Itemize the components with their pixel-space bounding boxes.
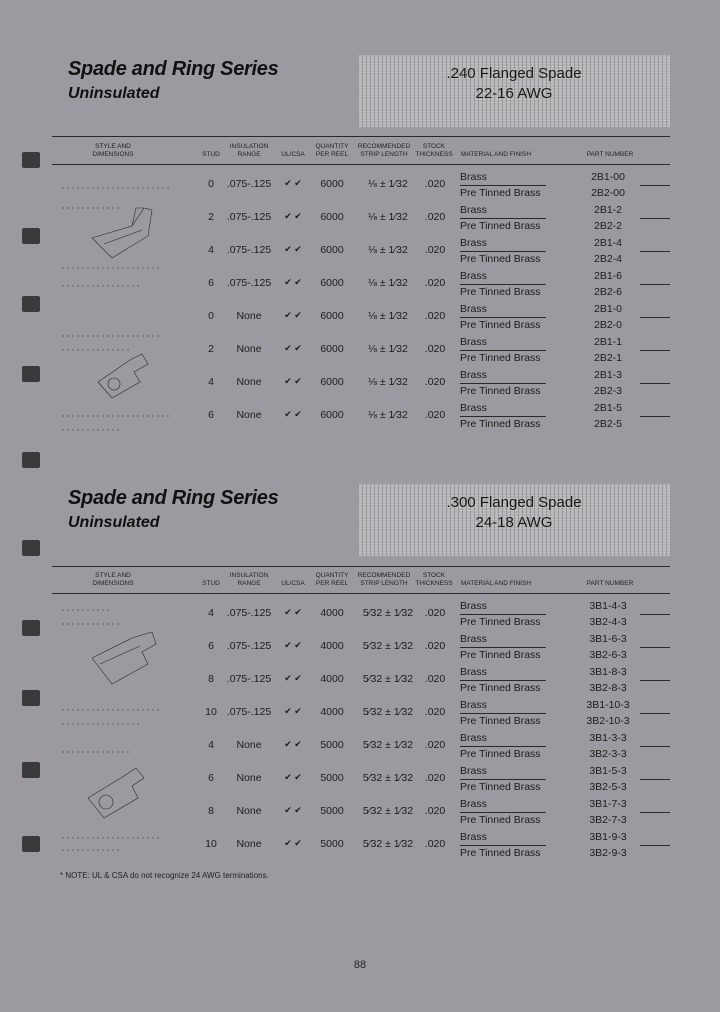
binding-mark bbox=[22, 836, 40, 852]
ulcsa-cell: ✔ ✔ bbox=[284, 277, 302, 287]
awg-range-label: 24-18 AWG bbox=[475, 514, 553, 531]
table-row bbox=[0, 795, 720, 828]
material-brass-cell: Brass bbox=[460, 369, 487, 381]
part-number-pretinned-cell: 2B2-00 bbox=[591, 187, 625, 199]
binding-mark bbox=[22, 620, 40, 636]
section-title: Spade and Ring Series bbox=[68, 58, 279, 80]
quantity-cell: 6000 bbox=[320, 376, 344, 388]
header-stock: STOCK THICKNESS bbox=[415, 572, 453, 587]
table-row bbox=[0, 234, 720, 267]
header-style: STYLE AND DIMENSIONS bbox=[92, 143, 134, 158]
stud-cell: 4 bbox=[208, 376, 214, 388]
quantity-cell: 5000 bbox=[320, 805, 344, 817]
row-divider bbox=[640, 845, 670, 846]
header-ulcsa: UL/CSA bbox=[281, 580, 305, 587]
row-divider bbox=[460, 812, 546, 813]
part-number-pretinned-cell: 2B2-2 bbox=[593, 220, 623, 232]
material-brass-cell: Brass bbox=[460, 666, 487, 678]
stud-cell: 8 bbox=[208, 805, 214, 817]
ulcsa-cell: ✔ ✔ bbox=[284, 772, 302, 782]
material-pretinned-cell: Pre Tinned Brass bbox=[460, 781, 541, 793]
header-bottom-rule bbox=[52, 593, 670, 594]
strip-length-cell: 5⁄32 ± 1⁄32 bbox=[362, 673, 414, 685]
strip-length-cell: ⅛ ± 1⁄32 bbox=[368, 244, 408, 256]
part-number-brass-cell: 2B1-6 bbox=[593, 270, 623, 282]
table-row bbox=[0, 366, 720, 399]
material-brass-cell: Brass bbox=[460, 171, 487, 183]
product-type-box bbox=[358, 55, 670, 127]
material-pretinned-cell: Pre Tinned Brass bbox=[460, 385, 541, 397]
strip-length-cell: ⅛ ± 1⁄32 bbox=[368, 376, 408, 388]
material-pretinned-cell: Pre Tinned Brass bbox=[460, 682, 541, 694]
table-row bbox=[0, 729, 720, 762]
part-number-brass-cell: 3B1-9-3 bbox=[589, 831, 627, 843]
row-divider bbox=[460, 284, 546, 285]
part-number-brass-cell: 3B1-7-3 bbox=[589, 798, 627, 810]
row-divider bbox=[640, 614, 670, 615]
row-divider bbox=[460, 779, 546, 780]
row-divider bbox=[640, 680, 670, 681]
part-number-pretinned-cell: 2B2-1 bbox=[593, 352, 623, 364]
ulcsa-cell: ✔ ✔ bbox=[284, 376, 302, 386]
material-pretinned-cell: Pre Tinned Brass bbox=[460, 847, 541, 859]
part-number-pretinned-cell: 3B2-5-3 bbox=[589, 781, 627, 793]
part-number-brass-cell: 2B1-2 bbox=[593, 204, 623, 216]
insulation-cell: None bbox=[236, 772, 262, 784]
header-insulation: INSULATION RANGE bbox=[229, 143, 269, 158]
row-divider bbox=[640, 185, 670, 186]
ulcsa-cell: ✔ ✔ bbox=[284, 211, 302, 221]
header-part: PART NUMBER bbox=[586, 151, 634, 158]
page-number: 88 bbox=[353, 959, 367, 971]
row-divider bbox=[460, 647, 546, 648]
strip-length-cell: 5⁄32 ± 1⁄32 bbox=[362, 706, 414, 718]
part-number-brass-cell: 2B1-4 bbox=[593, 237, 623, 249]
header-stud: STUD bbox=[202, 580, 220, 587]
quantity-cell: 5000 bbox=[320, 838, 344, 850]
section-title: Spade and Ring Series bbox=[68, 487, 279, 509]
ulcsa-cell: ✔ ✔ bbox=[284, 805, 302, 815]
quantity-cell: 4000 bbox=[320, 673, 344, 685]
material-pretinned-cell: Pre Tinned Brass bbox=[460, 187, 541, 199]
insulation-cell: None bbox=[236, 805, 262, 817]
strip-length-cell: ⅛ ± 1⁄32 bbox=[368, 310, 408, 322]
ulcsa-cell: ✔ ✔ bbox=[284, 838, 302, 848]
product-type-label: .240 Flanged Spade bbox=[446, 65, 582, 82]
insulation-cell: None bbox=[236, 310, 262, 322]
stock-thickness-cell: .020 bbox=[424, 673, 446, 685]
header-stock: STOCK THICKNESS bbox=[415, 143, 453, 158]
table-row bbox=[0, 168, 720, 201]
row-divider bbox=[460, 680, 546, 681]
part-number-brass-cell: 3B1-4-3 bbox=[589, 600, 627, 612]
awg-range-label: 22-16 AWG bbox=[475, 85, 553, 102]
material-pretinned-cell: Pre Tinned Brass bbox=[460, 319, 541, 331]
header-top-rule bbox=[52, 566, 670, 567]
part-number-pretinned-cell: 3B2-9-3 bbox=[589, 847, 627, 859]
part-number-brass-cell: 3B1-10-3 bbox=[586, 699, 630, 711]
footnote: * NOTE: UL & CSA do not recognize 24 AWG terminations. bbox=[60, 871, 269, 880]
part-number-pretinned-cell: 3B2-3-3 bbox=[589, 748, 627, 760]
stock-thickness-cell: .020 bbox=[424, 310, 446, 322]
header-style: STYLE AND DIMENSIONS bbox=[92, 572, 134, 587]
table-row bbox=[0, 828, 720, 861]
stud-cell: 8 bbox=[208, 673, 214, 685]
material-brass-cell: Brass bbox=[460, 303, 487, 315]
ulcsa-cell: ✔ ✔ bbox=[284, 607, 302, 617]
section-subtitle: Uninsulated bbox=[68, 514, 160, 531]
strip-length-cell: 5⁄32 ± 1⁄32 bbox=[362, 805, 414, 817]
header-top-rule bbox=[52, 136, 670, 137]
material-pretinned-cell: Pre Tinned Brass bbox=[460, 286, 541, 298]
stock-thickness-cell: .020 bbox=[424, 211, 446, 223]
part-number-brass-cell: 2B1-5 bbox=[593, 402, 623, 414]
material-brass-cell: Brass bbox=[460, 600, 487, 612]
header-quantity: QUANTITY PER REEL bbox=[315, 143, 349, 158]
part-number-pretinned-cell: 3B2-7-3 bbox=[589, 814, 627, 826]
ulcsa-cell: ✔ ✔ bbox=[284, 178, 302, 188]
row-divider bbox=[460, 416, 546, 417]
product-type-label: .300 Flanged Spade bbox=[446, 494, 582, 511]
insulation-cell: .075-.125 bbox=[226, 211, 272, 223]
stock-thickness-cell: .020 bbox=[424, 178, 446, 190]
quantity-cell: 4000 bbox=[320, 607, 344, 619]
header-ulcsa: UL/CSA bbox=[281, 151, 305, 158]
stock-thickness-cell: .020 bbox=[424, 640, 446, 652]
header-quantity: QUANTITY PER REEL bbox=[315, 572, 349, 587]
insulation-cell: None bbox=[236, 409, 262, 421]
table-row bbox=[0, 630, 720, 663]
row-divider bbox=[460, 845, 546, 846]
ulcsa-cell: ✔ ✔ bbox=[284, 706, 302, 716]
section-subtitle: Uninsulated bbox=[68, 85, 160, 102]
row-divider bbox=[640, 713, 670, 714]
table-row bbox=[0, 333, 720, 366]
stock-thickness-cell: .020 bbox=[424, 805, 446, 817]
header-part: PART NUMBER bbox=[586, 580, 634, 587]
part-number-brass-cell: 2B1-3 bbox=[593, 369, 623, 381]
row-divider bbox=[460, 350, 546, 351]
material-pretinned-cell: Pre Tinned Brass bbox=[460, 616, 541, 628]
row-divider bbox=[640, 779, 670, 780]
insulation-cell: None bbox=[236, 376, 262, 388]
material-brass-cell: Brass bbox=[460, 633, 487, 645]
insulation-cell: .075-.125 bbox=[226, 178, 272, 190]
insulation-cell: None bbox=[236, 739, 262, 751]
stud-cell: 2 bbox=[208, 211, 214, 223]
quantity-cell: 6000 bbox=[320, 211, 344, 223]
ulcsa-cell: ✔ ✔ bbox=[284, 739, 302, 749]
insulation-cell: .075-.125 bbox=[226, 706, 272, 718]
stock-thickness-cell: .020 bbox=[424, 376, 446, 388]
stock-thickness-cell: .020 bbox=[424, 409, 446, 421]
stock-thickness-cell: .020 bbox=[424, 706, 446, 718]
material-brass-cell: Brass bbox=[460, 798, 487, 810]
row-divider bbox=[460, 218, 546, 219]
insulation-cell: .075-.125 bbox=[226, 244, 272, 256]
stud-cell: 0 bbox=[208, 178, 214, 190]
table-row bbox=[0, 399, 720, 432]
stock-thickness-cell: .020 bbox=[424, 607, 446, 619]
part-number-brass-cell: 3B1-6-3 bbox=[589, 633, 627, 645]
table-row bbox=[0, 696, 720, 729]
ulcsa-cell: ✔ ✔ bbox=[284, 244, 302, 254]
material-pretinned-cell: Pre Tinned Brass bbox=[460, 715, 541, 727]
table-row bbox=[0, 300, 720, 333]
part-number-pretinned-cell: 2B2-0 bbox=[593, 319, 623, 331]
binding-mark bbox=[22, 762, 40, 778]
row-divider bbox=[640, 284, 670, 285]
material-pretinned-cell: Pre Tinned Brass bbox=[460, 220, 541, 232]
binding-mark bbox=[22, 152, 40, 168]
stud-cell: 4 bbox=[208, 739, 214, 751]
binding-mark bbox=[22, 540, 40, 556]
part-number-pretinned-cell: 3B2-6-3 bbox=[589, 649, 627, 661]
material-pretinned-cell: Pre Tinned Brass bbox=[460, 253, 541, 265]
material-brass-cell: Brass bbox=[460, 765, 487, 777]
binding-mark bbox=[22, 296, 40, 312]
quantity-cell: 4000 bbox=[320, 640, 344, 652]
strip-length-cell: ⅛ ± 1⁄32 bbox=[368, 211, 408, 223]
binding-mark bbox=[22, 690, 40, 706]
ulcsa-cell: ✔ ✔ bbox=[284, 673, 302, 683]
material-brass-cell: Brass bbox=[460, 336, 487, 348]
strip-length-cell: ⅛ ± 1⁄32 bbox=[368, 343, 408, 355]
stock-thickness-cell: .020 bbox=[424, 838, 446, 850]
table-row bbox=[0, 597, 720, 630]
table-row bbox=[0, 201, 720, 234]
insulation-cell: .075-.125 bbox=[226, 277, 272, 289]
part-number-pretinned-cell: 2B2-5 bbox=[593, 418, 623, 430]
ulcsa-cell: ✔ ✔ bbox=[284, 409, 302, 419]
material-brass-cell: Brass bbox=[460, 237, 487, 249]
part-number-pretinned-cell: 3B2-10-3 bbox=[586, 715, 630, 727]
quantity-cell: 4000 bbox=[320, 706, 344, 718]
row-divider bbox=[640, 383, 670, 384]
product-type-box bbox=[358, 484, 670, 556]
insulation-cell: .075-.125 bbox=[226, 607, 272, 619]
quantity-cell: 5000 bbox=[320, 772, 344, 784]
quantity-cell: 6000 bbox=[320, 343, 344, 355]
material-pretinned-cell: Pre Tinned Brass bbox=[460, 748, 541, 760]
part-number-brass-cell: 3B1-5-3 bbox=[589, 765, 627, 777]
part-number-pretinned-cell: 2B2-3 bbox=[593, 385, 623, 397]
quantity-cell: 6000 bbox=[320, 310, 344, 322]
insulation-cell: .075-.125 bbox=[226, 673, 272, 685]
stock-thickness-cell: .020 bbox=[424, 739, 446, 751]
header-insulation: INSULATION RANGE bbox=[229, 572, 269, 587]
material-brass-cell: Brass bbox=[460, 732, 487, 744]
stud-cell: 2 bbox=[208, 343, 214, 355]
material-pretinned-cell: Pre Tinned Brass bbox=[460, 649, 541, 661]
part-number-brass-cell: 2B1-00 bbox=[591, 171, 625, 183]
row-divider bbox=[460, 383, 546, 384]
part-number-brass-cell: 2B1-1 bbox=[593, 336, 623, 348]
material-brass-cell: Brass bbox=[460, 204, 487, 216]
ulcsa-cell: ✔ ✔ bbox=[284, 310, 302, 320]
part-number-brass-cell: 2B1-0 bbox=[593, 303, 623, 315]
row-divider bbox=[640, 350, 670, 351]
row-divider bbox=[460, 746, 546, 747]
material-pretinned-cell: Pre Tinned Brass bbox=[460, 814, 541, 826]
table-row bbox=[0, 762, 720, 795]
insulation-cell: None bbox=[236, 343, 262, 355]
material-brass-cell: Brass bbox=[460, 270, 487, 282]
quantity-cell: 6000 bbox=[320, 178, 344, 190]
stock-thickness-cell: .020 bbox=[424, 277, 446, 289]
row-divider bbox=[640, 746, 670, 747]
stud-cell: 10 bbox=[205, 838, 217, 850]
stock-thickness-cell: .020 bbox=[424, 244, 446, 256]
material-pretinned-cell: Pre Tinned Brass bbox=[460, 352, 541, 364]
header-stud: STUD bbox=[202, 151, 220, 158]
material-brass-cell: Brass bbox=[460, 699, 487, 711]
quantity-cell: 5000 bbox=[320, 739, 344, 751]
row-divider bbox=[640, 812, 670, 813]
strip-length-cell: ⅛ ± 1⁄32 bbox=[368, 277, 408, 289]
stock-thickness-cell: .020 bbox=[424, 343, 446, 355]
quantity-cell: 6000 bbox=[320, 244, 344, 256]
quantity-cell: 6000 bbox=[320, 409, 344, 421]
row-divider bbox=[460, 713, 546, 714]
part-number-pretinned-cell: 2B2-6 bbox=[593, 286, 623, 298]
row-divider bbox=[460, 251, 546, 252]
row-divider bbox=[640, 416, 670, 417]
insulation-cell: .075-.125 bbox=[226, 640, 272, 652]
header-strip: RECOMMENDED STRIP LENGTH bbox=[357, 572, 411, 587]
stud-cell: 4 bbox=[208, 607, 214, 619]
insulation-cell: None bbox=[236, 838, 262, 850]
stud-cell: 6 bbox=[208, 277, 214, 289]
strip-length-cell: 5⁄32 ± 1⁄32 bbox=[362, 838, 414, 850]
strip-length-cell: 5⁄32 ± 1⁄32 bbox=[362, 640, 414, 652]
part-number-brass-cell: 3B1-3-3 bbox=[589, 732, 627, 744]
table-row bbox=[0, 663, 720, 696]
row-divider bbox=[640, 251, 670, 252]
part-number-pretinned-cell: 3B2-8-3 bbox=[589, 682, 627, 694]
header-bottom-rule bbox=[52, 164, 670, 165]
header-material: MATERIAL AND FINISH bbox=[460, 580, 532, 587]
material-brass-cell: Brass bbox=[460, 831, 487, 843]
row-divider bbox=[640, 317, 670, 318]
binding-mark bbox=[22, 228, 40, 244]
binding-mark bbox=[22, 366, 40, 382]
material-brass-cell: Brass bbox=[460, 402, 487, 414]
row-divider bbox=[460, 317, 546, 318]
stud-cell: 6 bbox=[208, 409, 214, 421]
row-divider bbox=[640, 647, 670, 648]
part-number-brass-cell: 3B1-8-3 bbox=[589, 666, 627, 678]
part-number-pretinned-cell: 3B2-4-3 bbox=[589, 616, 627, 628]
stud-cell: 6 bbox=[208, 640, 214, 652]
table-row bbox=[0, 267, 720, 300]
binding-mark bbox=[22, 452, 40, 468]
ulcsa-cell: ✔ ✔ bbox=[284, 640, 302, 650]
stock-thickness-cell: .020 bbox=[424, 772, 446, 784]
stud-cell: 10 bbox=[205, 706, 217, 718]
strip-length-cell: 5⁄32 ± 1⁄32 bbox=[362, 739, 414, 751]
material-pretinned-cell: Pre Tinned Brass bbox=[460, 418, 541, 430]
stud-cell: 6 bbox=[208, 772, 214, 784]
quantity-cell: 6000 bbox=[320, 277, 344, 289]
strip-length-cell: ⅛ ± 1⁄32 bbox=[368, 178, 408, 190]
ulcsa-cell: ✔ ✔ bbox=[284, 343, 302, 353]
header-material: MATERIAL AND FINISH bbox=[460, 151, 532, 158]
row-divider bbox=[460, 185, 546, 186]
part-number-pretinned-cell: 2B2-4 bbox=[593, 253, 623, 265]
stud-cell: 0 bbox=[208, 310, 214, 322]
row-divider bbox=[460, 614, 546, 615]
strip-length-cell: 5⁄32 ± 1⁄32 bbox=[362, 607, 414, 619]
row-divider bbox=[640, 218, 670, 219]
strip-length-cell: 5⁄32 ± 1⁄32 bbox=[362, 772, 414, 784]
stud-cell: 4 bbox=[208, 244, 214, 256]
strip-length-cell: ⅛ ± 1⁄32 bbox=[368, 409, 408, 421]
header-strip: RECOMMENDED STRIP LENGTH bbox=[357, 143, 411, 158]
